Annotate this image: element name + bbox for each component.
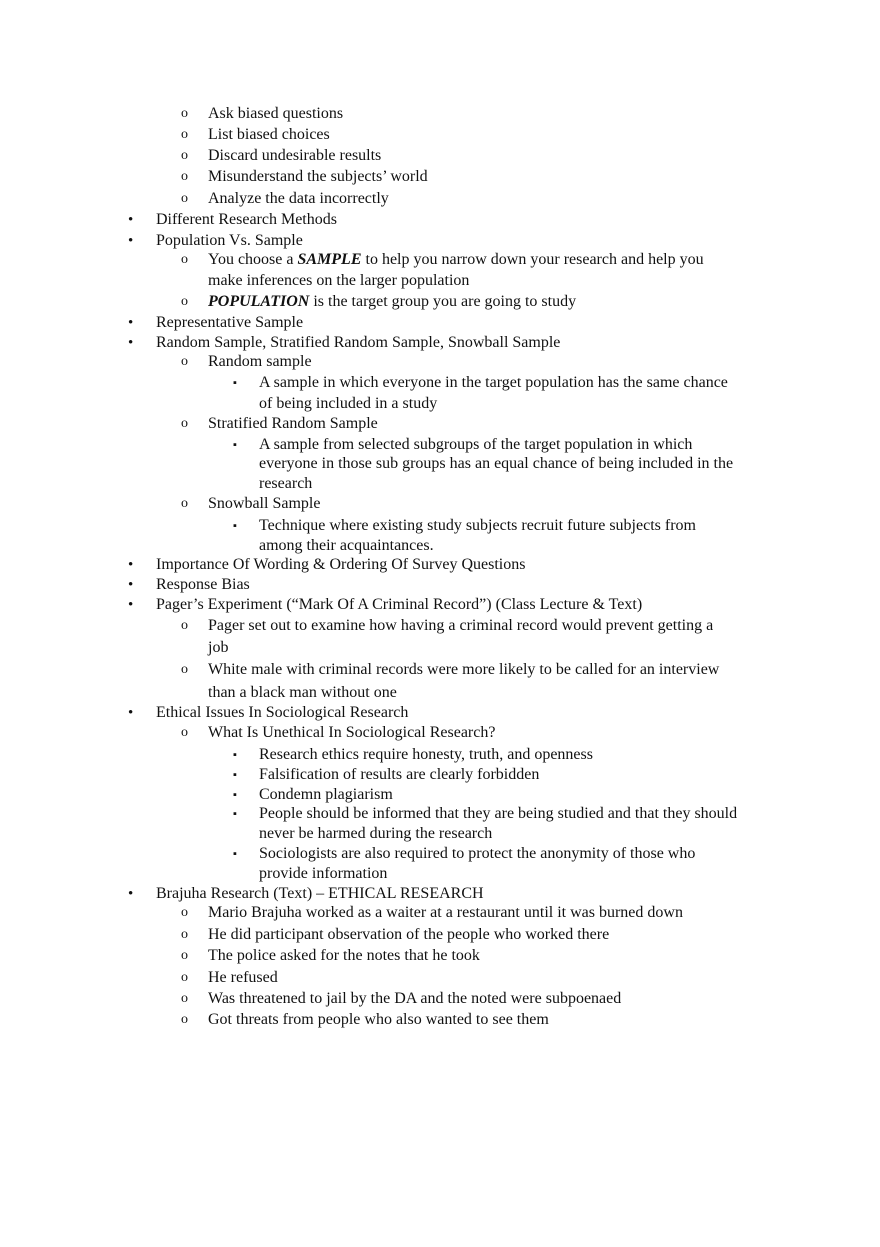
circle-bullet-icon: o [181,127,188,142]
disc-bullet-icon: • [128,705,134,721]
disc-bullet-icon: • [128,212,134,228]
circle-bullet-icon: o [181,496,188,511]
disc-bullet-icon: • [128,335,134,351]
circle-bullet-icon: o [181,662,188,677]
circle-bullet-icon: o [181,948,188,963]
square-bullet-icon: ▪ [233,439,237,451]
square-bullet-icon: ▪ [233,808,237,820]
circle-bullet-icon: o [181,1012,188,1027]
square-bullet-icon: ▪ [233,848,237,860]
circle-bullet-icon: o [181,416,188,431]
disc-bullet-icon: • [128,315,134,331]
circle-bullet-icon: o [181,927,188,942]
circle-bullet-icon: o [181,148,188,163]
square-bullet-icon: ▪ [233,749,237,761]
circle-bullet-icon: o [181,191,188,206]
document-page: o Ask biased questions o List biased choices o Discard undesirable results o Misunderstand the subjects’ world o Analyze the data incorrectly • Different Research Methods • Population Vs. Sample o You choose a SAMPLE to help you narrow down your research and help you make inferences on the larger population o POPULATION is the target group you are going to study • Representative Sample • Random Sample, Stratified Random Sample, Snowball Sample o Random sample ▪ A sample in which everyone in the target population has the same chance of being included in a study o Stratified Random Sample ▪ A sample from selected subgroups of the target population in which everyone in those sub groups has an equal chance of being included in the research o Snowball Sample ▪ Technique where existing study subjects recruit future subjects from among their acquaintances. • Importance Of Wording & Ordering Of Survey Questions • Response Bias • Pager’s Experiment (“Mark Of A Criminal Record”) (Class Lecture & Text) o Pager set out to examine how having a criminal record would prevent getting a job o White male with criminal records were more likely to be called for an interview than a black man without one • Ethical Issues In Sociological Research o What Is Unethical In Sociological Research? ▪ Research ethics require honesty, truth, and openness ▪ Falsification of results are clearly forbidden ▪ Condemn plagiarism ▪ People should be informed that they are being studied and that they should never be harmed during the research ▪ Sociologists are also required to protect the anonymity of those who provide information • Brajuha Research (Text) – ETHICAL RESEARCH o Mario Brajuha worked as a waiter at a restaurant until it was burned down o He did participant observation of the people who worked there o The police asked for the notes that he took o He refused o Was threatened to jail by the DA and the noted were subpoenaed o Got threats from people who also wanted to see them [128,105,738,1028]
square-bullet-icon: ▪ [233,769,237,781]
circle-bullet-icon: o [181,725,188,740]
disc-bullet-icon: • [128,597,134,613]
circle-bullet-icon: o [181,169,188,184]
disc-bullet-icon: • [128,557,134,573]
disc-bullet-icon: • [128,886,134,902]
disc-bullet-icon: • [128,233,134,249]
square-bullet-icon: ▪ [233,377,237,389]
disc-bullet-icon: • [128,577,134,593]
circle-bullet-icon: o [181,252,188,267]
circle-bullet-icon: o [181,618,188,633]
circle-bullet-icon: o [181,106,188,121]
square-bullet-icon: ▪ [233,520,237,532]
circle-bullet-icon: o [181,991,188,1006]
circle-bullet-icon: o [181,294,188,309]
square-bullet-icon: ▪ [233,789,237,801]
circle-bullet-icon: o [181,905,188,920]
circle-bullet-icon: o [181,970,188,985]
circle-bullet-icon: o [181,354,188,369]
